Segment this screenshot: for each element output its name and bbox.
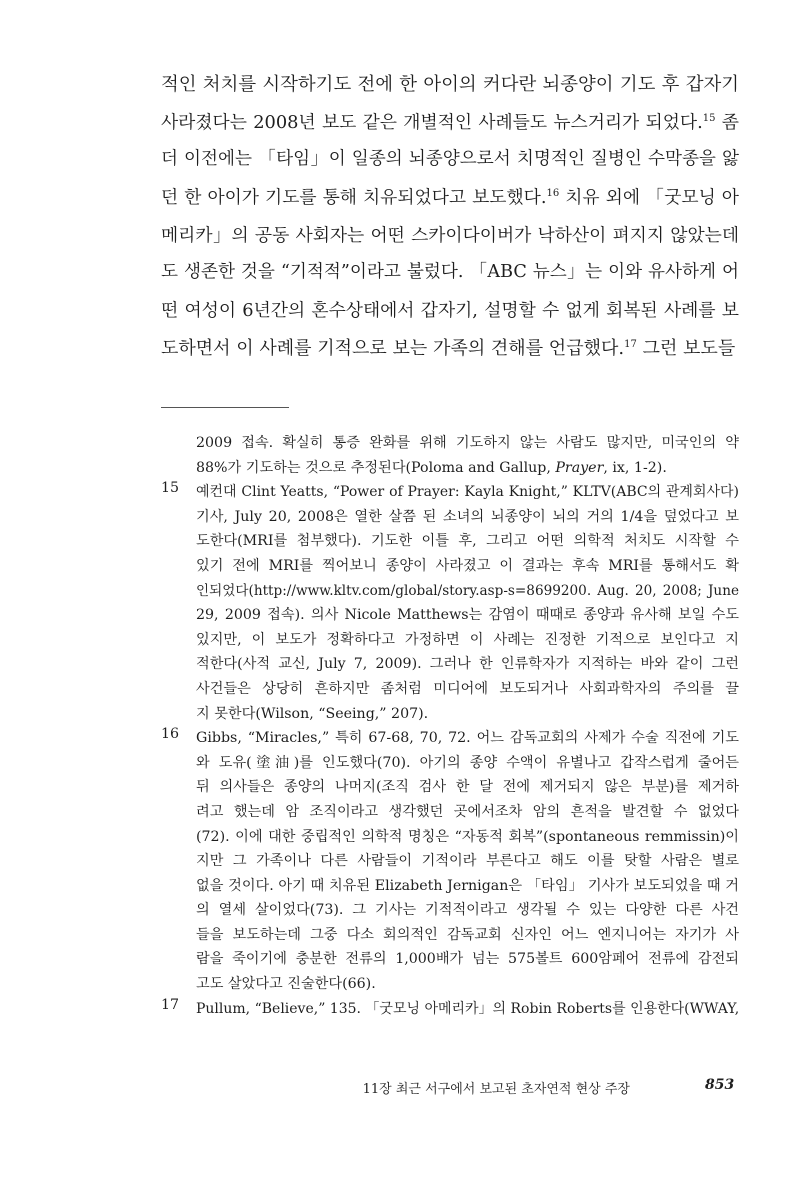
footnote-line: 들을 보도하는데 그중 다소 회의적인 감독교회 신자인 어느 엔지니어는 자기가 사 <box>196 926 739 943</box>
footnote-divider <box>161 407 289 408</box>
footnote-line: 예컨대 Clint Yeatts, “Power of Prayer: Kayla Knight,” KLTV(ABC의 관계회사다) <box>196 484 739 501</box>
footnote-item <box>161 726 739 997</box>
footnote-line: 있지만, 이 보도가 정확하다고 가정하면 이 사례는 진정한 기적으로 보인다고 지 <box>196 631 739 648</box>
footnote-line: Pullum, “Believe,” 135. 「굿모닝 아메리카」의 Robin Roberts를 인용한다(WWAY, <box>196 1000 740 1017</box>
footnote-line: 람을 죽이기에 충분한 전류의 1,000배가 넘는 575볼트 600암페어 전류에 감전되 <box>196 951 739 968</box>
page-number: 853 <box>705 1077 735 1093</box>
footnote-line: 지만 그 가족이나 다른 사람들이 기적이라 부른다고 해도 이를 탓할 사람은 별로 <box>196 853 739 870</box>
running-footer-chapter: 11장 최근 서구에서 보고된 초자연적 현상 주장 <box>362 1082 630 1097</box>
footnote-number: 16 <box>161 726 180 743</box>
footnote-number: 15 <box>161 480 180 497</box>
footnote-item <box>161 480 739 726</box>
footnote-ref: 17 <box>624 338 637 350</box>
footnotes <box>161 431 739 1021</box>
body-line: 떤 여성이 6년간의 혼수상태에서 갑자기, 설명할 수 없게 회복된 사례를 보 <box>161 300 739 322</box>
body-line: 적인 처치를 시작하기도 전에 한 아이의 커다란 뇌종양이 기도 후 갑자기 <box>161 74 739 95</box>
footnote-line: 도한다(MRI를 첨부했다). 기도한 이틀 후, 그리고 어떤 의학적 처치도 시작할 수 <box>196 533 739 550</box>
footnote-line: 인되었다(http://www.kltv.com/global/story.asp-s=8699200. Aug. 20, 2008; June <box>196 582 739 599</box>
footnote-line: (72). 이에 대한 중립적인 의학적 명칭은 “자동적 회복”(spontaneous remmissin)이 <box>196 828 739 845</box>
footnote-line: 고도 살았다고 진술한다(66). <box>196 976 376 993</box>
footnote-line: Gibbs, “Miracles,” 특히 67-68, 70, 72. 어느 감독교회의 사제가 수술 직전에 기도 <box>196 730 739 747</box>
footnote-line: 의 열세 살이었다(73). 그 기사는 기적적이라고 생각될 수 있는 다양한 다른 사건 <box>196 902 739 919</box>
footnote-item <box>161 997 739 1022</box>
footnote-line: 지 못한다(Wilson, “Seeing,” 207). <box>196 705 429 722</box>
footnote-line: 29, 2009 접속). 의사 Nicole Matthews는 감염이 때때로 종양과 유사해 보일 수도 <box>196 607 739 624</box>
body-line: 더 이전에는 「타임」이 일종의 뇌종양으로서 치명적인 질병인 수막종을 앓 <box>161 149 739 170</box>
footnote-line: 2009 접속. 확실히 통증 완화를 위해 기도하지 않는 사람도 많지만, 미국인의 약 <box>196 435 739 451</box>
page-footer <box>0 1078 800 1100</box>
footnote-line: 와 도유(塗油)를 인도했다(70). 아기의 종양 수액이 유별나고 갑작스럽게 줄어든 <box>196 754 739 771</box>
footnote-ref: 15 <box>702 112 716 124</box>
body-line: 던 한 아이가 기도를 통해 치유되었다고 보도했다.$^{16}$ 치유 외에 「굿모닝 아 <box>161 187 739 209</box>
body-line: 도 생존한 것을 “기적적”이라고 불렀다. 「ABC 뉴스」는 이와 유사하게 어 <box>161 262 739 283</box>
body-line: 도하면서 이 사례를 기적으로 보는 가족의 견해를 언급했다.$^{17}$ 그런 보도들 <box>161 337 736 359</box>
footnote-line: 88%가 기도하는 것으로 추정된다(Poloma and Gallup, Prayer, ix, 1-2). <box>196 459 667 476</box>
body-line: 사라졌다는 2008년 보도 같은 개별적인 사례들도 뉴스거리가 되었다.$^{15}$ 좀 <box>161 111 739 133</box>
footnote-number: 17 <box>161 996 180 1013</box>
footnote-line: 없을 것이다. 아기 때 치유된 Elizabeth Jernigan은 「타임」 기사가 보도되었을 때 거 <box>196 877 739 894</box>
main-text <box>161 66 739 368</box>
footnote-line: 기사, July 20, 2008은 열한 살쯤 된 소녀의 뇌종양이 뇌의 거의 1/4을 덮었다고 보 <box>196 508 739 525</box>
footnote-line: 뒤 의사들은 종양의 나머지(조직 검사 한 달 전에 제거되지 않은 부분)를 제거하 <box>196 779 739 796</box>
footnote-ref: 16 <box>546 188 560 200</box>
footnote-line: 적한다(사적 교신, July 7, 2009). 그러나 한 인류학자가 지적하는 바와 같이 그런 <box>196 656 739 673</box>
footnote-line: 있기 전에 MRI를 찍어보니 종양이 사라졌고 이 결과는 후속 MRI를 통해서도 확 <box>196 557 739 574</box>
body-line: 메리카」의 공동 사회자는 어떤 스카이다이버가 낙하산이 펴지지 않았는데 <box>161 224 739 246</box>
footnote-line: 사건들은 상당히 흔하지만 좀처럼 미디어에 보도되거나 사회과학자의 주의를 끌 <box>196 680 739 697</box>
footnote-line: 려고 했는데 암 조직이라고 생각했던 곳에서조차 암의 흔적을 발견할 수 없었다 <box>196 803 739 820</box>
